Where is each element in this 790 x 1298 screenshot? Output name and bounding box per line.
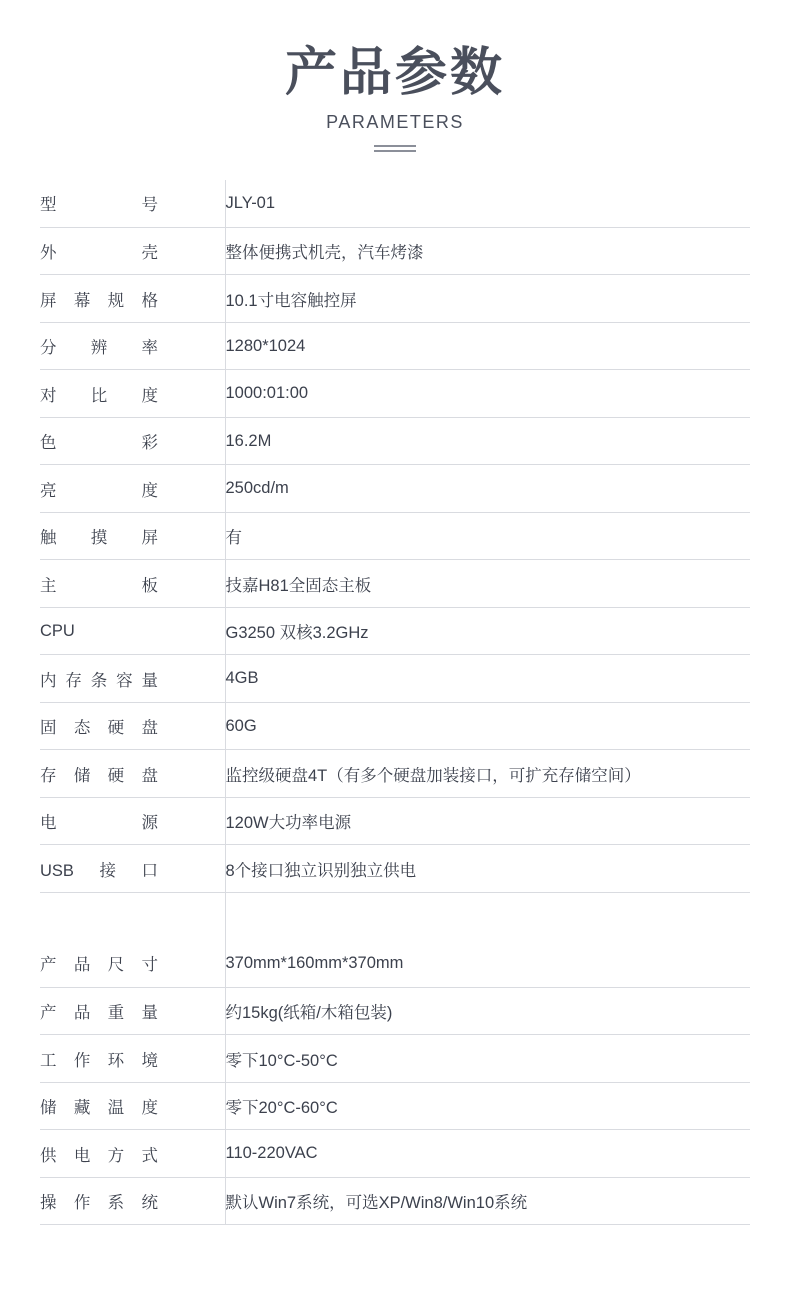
- spec-value-cell: 60G: [225, 702, 750, 750]
- spec-label-cell: [40, 1177, 225, 1225]
- spec-label-cell: [40, 655, 225, 703]
- spec-value-cell: 有: [225, 512, 750, 560]
- table-row: [40, 797, 750, 845]
- spec-value-cell: 16.2M: [225, 417, 750, 465]
- spec-label: 亮度: [40, 481, 158, 500]
- spec-label-cell: [40, 180, 225, 228]
- table-row: [40, 370, 750, 418]
- table-row: [40, 512, 750, 560]
- table-row: [40, 417, 750, 465]
- table-row: [40, 322, 750, 370]
- spec-label: 外壳: [40, 244, 158, 263]
- spec-value-cell: 120W大功率电源: [225, 797, 750, 845]
- page-subtitle: PARAMETERS: [326, 111, 464, 132]
- spec-label: 储藏温度: [40, 1099, 158, 1118]
- spec-value-cell: 默认Win7系统，可选XP/Win8/Win10系统: [225, 1177, 750, 1225]
- spec-label: 分辨率: [40, 339, 158, 358]
- spec-label: 操作系统: [40, 1194, 158, 1213]
- page-title: 产品参数: [284, 44, 505, 102]
- spec-value-cell: G3250 双核3.2GHz: [225, 607, 750, 655]
- spec-value-cell: 技嘉H81全固态主板: [225, 560, 750, 608]
- table-row: [40, 702, 750, 750]
- spec-label: 对比度: [40, 386, 158, 405]
- table-row: [40, 940, 750, 988]
- table-row: [40, 275, 750, 323]
- spec-value-cell: 1000:01:00: [225, 370, 750, 418]
- spec-value-cell: 370mm*160mm*370mm: [225, 940, 750, 988]
- spec-label-cell: [40, 465, 225, 513]
- spec-label: 触摸屏: [40, 529, 158, 548]
- spec-label-cell: [40, 417, 225, 465]
- spec-label-cell: [40, 797, 225, 845]
- spec-label: CPU: [40, 621, 75, 640]
- spec-value-cell: 零下10°C-50°C: [225, 1035, 750, 1083]
- spec-value-cell: 监控级硬盘4T（有多个硬盘加装接口，可扩充存储空间）: [225, 750, 750, 798]
- table-row: [40, 1130, 750, 1178]
- spec-label-cell: [40, 1130, 225, 1178]
- page-header: [0, 0, 790, 152]
- spec-label-cell: [40, 322, 225, 370]
- spec-value-cell: 8个接口独立识别独立供电: [225, 845, 750, 893]
- spec-value-cell: 零下20°C-60°C: [225, 1082, 750, 1130]
- spec-label-cell: [40, 607, 225, 655]
- specifications-table: [40, 180, 750, 1226]
- table-row: [40, 465, 750, 513]
- spec-value-cell: 250cd/m: [225, 465, 750, 513]
- spec-label: 屏幕规格: [40, 291, 158, 310]
- table-row: [40, 1082, 750, 1130]
- table-row: [40, 1035, 750, 1083]
- table-row: [40, 227, 750, 275]
- spec-label-cell: [40, 845, 225, 893]
- spec-label: 存储硬盘: [40, 766, 158, 785]
- spec-label-cell: [40, 370, 225, 418]
- spec-value-cell: 约15kg(纸箱/木箱包装): [225, 987, 750, 1035]
- spec-value-cell: JLY-01: [225, 180, 750, 228]
- table-row: [40, 607, 750, 655]
- title-divider: [374, 145, 416, 152]
- spec-label: 电源: [40, 814, 158, 833]
- spec-label: 固态硬盘: [40, 719, 158, 738]
- spec-label: 内存条容量: [40, 671, 158, 690]
- spec-label: USB接口: [40, 861, 158, 880]
- spec-label: 主板: [40, 576, 158, 595]
- table-row: [40, 560, 750, 608]
- spec-label: 工作环境: [40, 1051, 158, 1070]
- table-section-gap: [40, 892, 750, 940]
- table-row: [40, 180, 750, 228]
- table-row: [40, 1177, 750, 1225]
- spec-label-cell: [40, 275, 225, 323]
- spec-label-cell: [40, 560, 225, 608]
- spec-label: 产品尺寸: [40, 956, 158, 975]
- spec-value-cell: 4GB: [225, 655, 750, 703]
- table-row: [40, 845, 750, 893]
- spec-label-cell: [40, 227, 225, 275]
- spec-value-cell: 10.1寸电容触控屏: [225, 275, 750, 323]
- table-row: [40, 750, 750, 798]
- table-row: [40, 987, 750, 1035]
- spec-label-cell: [40, 1082, 225, 1130]
- spec-label-cell: [40, 512, 225, 560]
- table-row: [40, 655, 750, 703]
- spec-label: 产品重量: [40, 1004, 158, 1023]
- spec-value-cell: 1280*1024: [225, 322, 750, 370]
- spec-label: 供电方式: [40, 1146, 158, 1165]
- spec-label-cell: [40, 750, 225, 798]
- spec-label-cell: [40, 940, 225, 988]
- spec-label: 色彩: [40, 434, 158, 453]
- spec-value-cell: 整体便携式机壳，汽车烤漆: [225, 227, 750, 275]
- spec-label-cell: [40, 987, 225, 1035]
- spec-label-cell: [40, 702, 225, 750]
- spec-label: 型号: [40, 196, 158, 215]
- spec-label-cell: [40, 1035, 225, 1083]
- spec-value-cell: 110-220VAC: [225, 1130, 750, 1178]
